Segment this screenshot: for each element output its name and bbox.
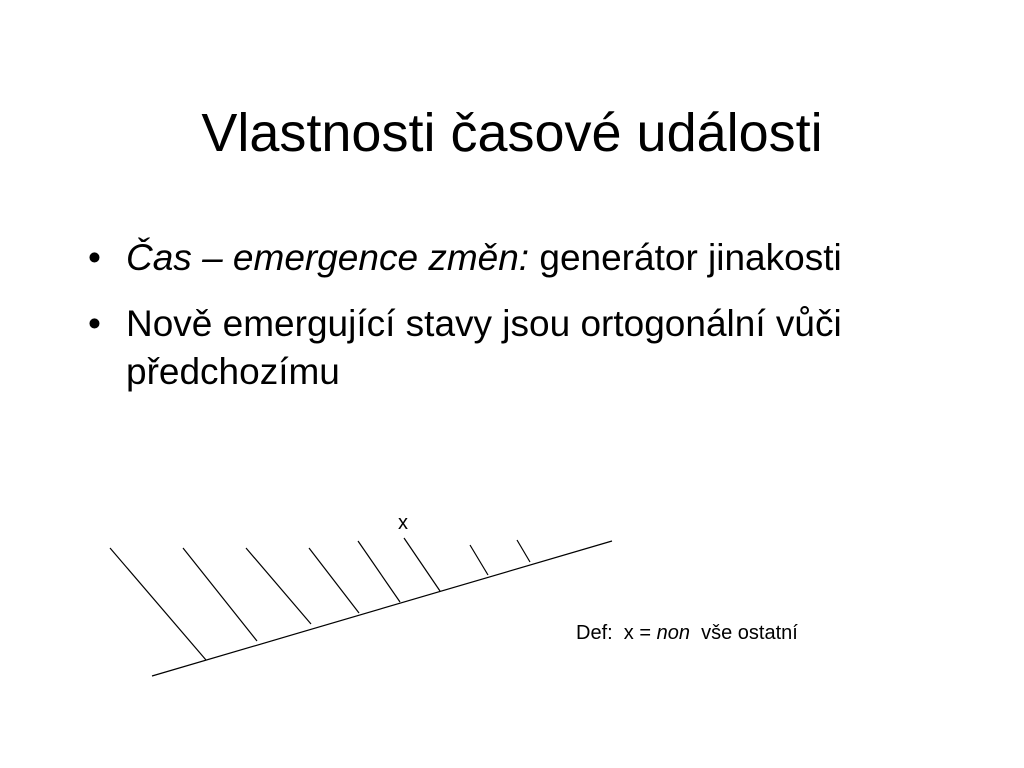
definition-suffix: vše ostatní — [689, 622, 798, 644]
diagonal-stroke-4 — [309, 548, 359, 613]
bullet-text: generátor jinakosti — [529, 237, 842, 278]
bullet-italic-term: Čas – emergence změn: — [126, 237, 530, 278]
base-line — [152, 541, 612, 676]
diagonal-stroke-3 — [246, 548, 311, 624]
bullet-marker: • — [88, 303, 101, 344]
diagonal-stroke-7 — [470, 545, 488, 575]
definition-prefix: Def: x = — [576, 622, 657, 644]
definition-note — [576, 621, 798, 645]
point-x-label: x — [398, 512, 408, 534]
diagonal-stroke-x — [404, 538, 440, 591]
definition-italic-word: non — [656, 622, 690, 644]
bullet-marker: • — [88, 237, 101, 278]
bullet-text: Nově emergující stavy jsou ortogonální vůči předchozímu — [126, 303, 842, 392]
diagonal-stroke-2 — [183, 548, 257, 641]
slide-title: Vlastnosti časové události — [201, 103, 823, 163]
diagonal-stroke-5 — [358, 541, 400, 602]
diagonal-stroke-8 — [517, 540, 530, 562]
diagonal-stroke-1 — [110, 548, 206, 660]
